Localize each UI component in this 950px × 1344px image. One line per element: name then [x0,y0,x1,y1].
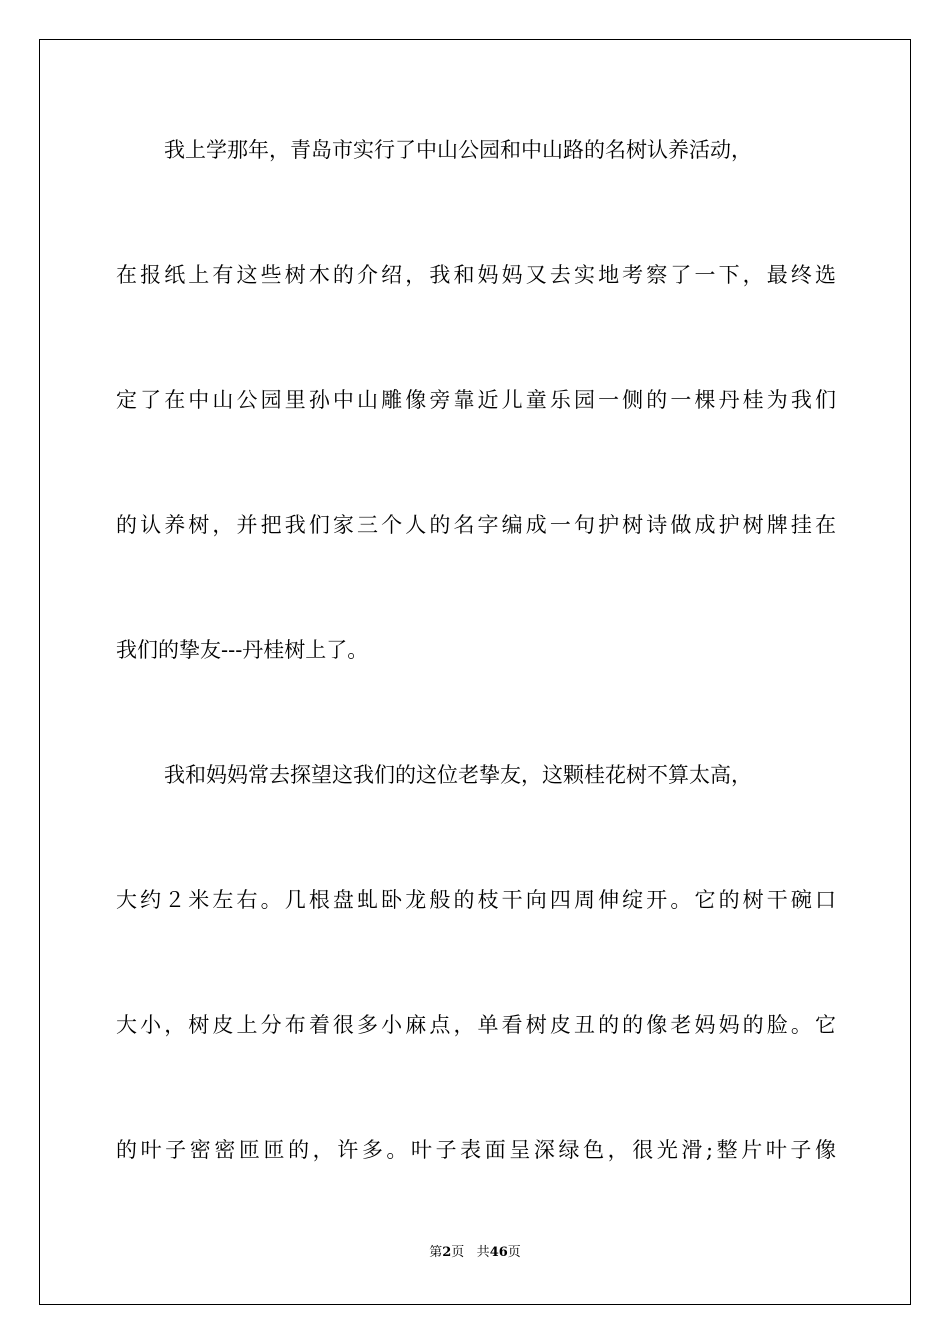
paragraph-1-line-5: 我们的挚友---丹桂树上了。 [116,638,369,662]
total-pages: 46 [489,1245,508,1260]
total-prefix: 共 [476,1245,490,1260]
page-number: 2 [442,1245,452,1260]
paragraph-2-line-4: 的叶子密密匝匝的，许多。叶子表面呈深绿色，很光滑;整片叶子像 [116,1138,836,1162]
paragraph-1-line-1: 我上学那年，青岛市实行了中山公园和中山路的名树认养活动， [164,138,752,162]
paragraph-1-line-4: 的认养树，并把我们家三个人的名字编成一句护树诗做成护树牌挂在 [116,513,836,537]
page-prefix: 第 [429,1245,443,1260]
page-border [39,39,911,1305]
paragraph-2-line-1: 我和妈妈常去探望这我们的这位老挚友，这颗桂花树不算太高， [164,763,752,787]
paragraph-1-line-2: 在报纸上有这些树木的介绍，我和妈妈又去实地考察了一下，最终选 [116,263,836,287]
page-suffix: 页 [451,1245,465,1260]
paragraph-2-line-2: 大约２米左右。几根盘虬卧龙般的枝干向四周伸绽开。它的树干碗口 [116,888,836,912]
paragraph-2-line-3: 大小，树皮上分布着很多小麻点，单看树皮丑的的像老妈妈的脸。它 [116,1013,836,1037]
total-suffix: 页 [507,1245,521,1260]
paragraph-1-line-3: 定了在中山公园里孙中山雕像旁靠近儿童乐园一侧的一棵丹桂为我们 [116,388,836,412]
page-footer [0,1244,950,1262]
